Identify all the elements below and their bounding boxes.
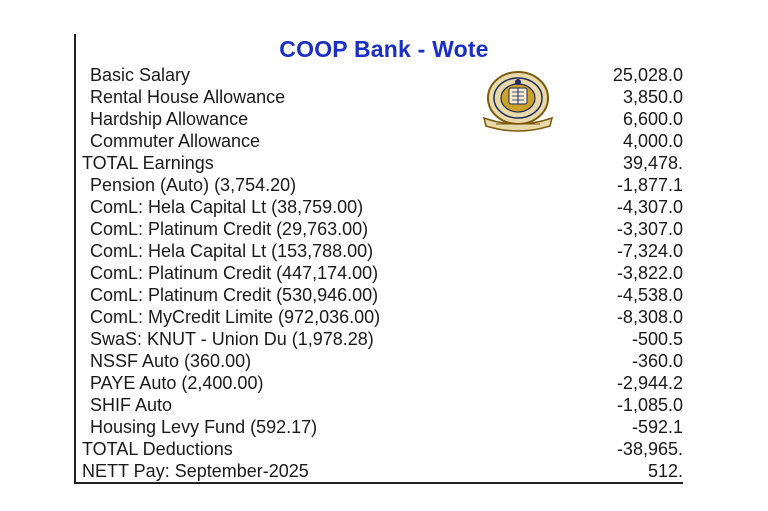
row-amount	[553, 196, 683, 218]
row-amount	[553, 152, 683, 174]
table-row	[82, 394, 683, 416]
left-border	[74, 34, 76, 484]
row-amount-value: -4,538.0	[616, 285, 683, 305]
table-row	[82, 372, 683, 394]
row-amount-value: -592.1	[631, 417, 683, 437]
row-amount	[553, 218, 683, 240]
row-amount	[553, 108, 683, 130]
row-label: ComL: Platinum Credit (530,946.00)	[90, 285, 379, 305]
row-label: SwaS: KNUT - Union Du (1,978.28)	[90, 329, 374, 349]
row-amount-value: -38,965.	[616, 439, 683, 459]
row-amount	[553, 284, 683, 306]
row-amount-value: -500.5	[631, 329, 683, 349]
row-amount-value: -4,307.0	[616, 197, 683, 217]
row-amount	[553, 86, 683, 108]
row-amount-value: -2,944.2	[616, 373, 683, 393]
row-label: ComL: Hela Capital Lt (38,759.00)	[90, 197, 364, 217]
row-label: Housing Levy Fund (592.17)	[90, 417, 318, 437]
row-amount	[553, 306, 683, 328]
row-amount-value: -8,308.0	[616, 307, 683, 327]
row-amount-value: -1,085.0	[616, 395, 683, 415]
row-amount-value: -7,324.0	[616, 241, 683, 261]
table-row	[82, 306, 683, 328]
row-amount-value: 4,000.0	[622, 131, 683, 151]
row-amount	[553, 416, 683, 438]
row-label: NSSF Auto (360.00)	[90, 351, 252, 371]
row-amount-value: 39,478.	[622, 153, 683, 173]
row-amount-value: -360.0	[631, 351, 683, 371]
total-row	[82, 152, 683, 174]
row-amount	[553, 262, 683, 284]
row-label: NETT Pay: September-2025	[82, 461, 309, 481]
row-amount	[553, 64, 683, 86]
table-row	[82, 284, 683, 306]
row-amount	[553, 394, 683, 416]
table-row	[82, 86, 683, 108]
row-label: TOTAL Deductions	[82, 439, 233, 459]
table-row	[82, 130, 683, 152]
row-amount-value: -3,307.0	[616, 219, 683, 239]
row-label: TOTAL Earnings	[82, 153, 214, 173]
table-row	[82, 218, 683, 240]
row-amount-value: 3,850.0	[622, 87, 683, 107]
table-row	[82, 240, 683, 262]
row-amount-value: -3,822.0	[616, 263, 683, 283]
bottom-border	[74, 482, 683, 484]
row-amount	[553, 372, 683, 394]
row-amount	[553, 240, 683, 262]
table-row	[82, 196, 683, 218]
row-amount	[553, 130, 683, 152]
row-label: ComL: MyCredit Limite (972,036.00)	[90, 307, 381, 327]
row-label: ComL: Platinum Credit (29,763.00)	[90, 219, 369, 239]
row-label: ComL: Hela Capital Lt (153,788.00)	[90, 241, 374, 261]
row-amount	[553, 460, 683, 482]
row-label: Basic Salary	[90, 65, 191, 85]
row-label: Commuter Allowance	[90, 131, 261, 151]
total-row	[82, 438, 683, 460]
row-amount-value: 25,028.0	[612, 65, 683, 85]
table-row	[82, 262, 683, 284]
row-amount	[553, 350, 683, 372]
row-amount-value: 6,600.0	[622, 109, 683, 129]
row-amount-value: -1,877.1	[616, 175, 683, 195]
table-row	[82, 64, 683, 86]
page-title: COOP Bank - Wote	[279, 36, 489, 62]
row-label: SHIF Auto	[90, 395, 173, 415]
table-row	[82, 328, 683, 350]
payslip-table	[82, 64, 683, 482]
row-label: ComL: Platinum Credit (447,174.00)	[90, 263, 379, 283]
table-row	[82, 108, 683, 130]
table-row	[82, 350, 683, 372]
row-amount	[553, 438, 683, 460]
total-row	[82, 460, 683, 482]
row-amount	[553, 174, 683, 196]
table-row	[82, 416, 683, 438]
row-label: Rental House Allowance	[90, 87, 286, 107]
row-label: PAYE Auto (2,400.00)	[90, 373, 264, 393]
row-label: Pension (Auto) (3,754.20)	[90, 175, 297, 195]
table-row	[82, 174, 683, 196]
row-amount-value: 512.	[647, 461, 683, 481]
row-label: Hardship Allowance	[90, 109, 249, 129]
row-amount	[553, 328, 683, 350]
